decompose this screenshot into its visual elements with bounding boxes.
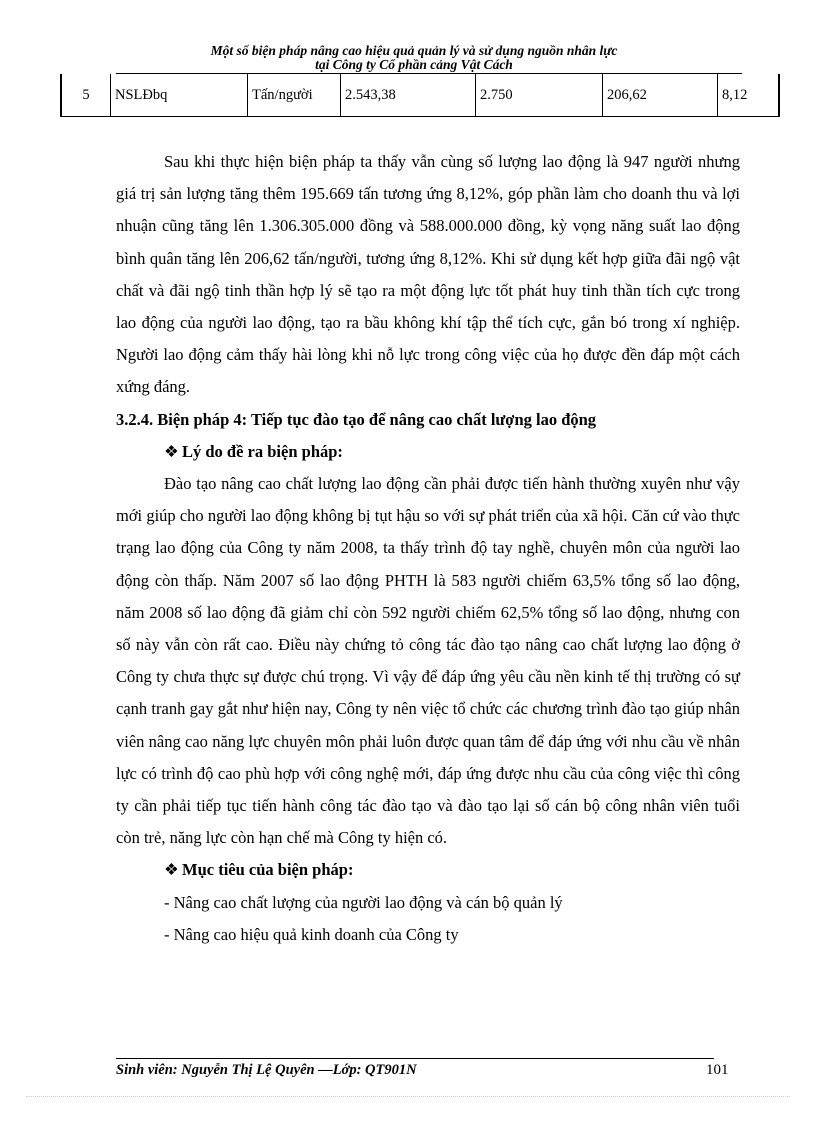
diamond-bullet-icon: ❖ <box>164 441 179 461</box>
table-cell-percent: 8,12 <box>718 74 780 117</box>
table-cell-after: 2.750 <box>476 74 603 117</box>
body-text <box>116 146 740 951</box>
subheading-reason-text: Lý do đề ra biện pháp: <box>182 441 343 461</box>
subheading-reason <box>116 436 740 468</box>
footer-student-info: Sinh viên: Nguyễn Thị Lệ Quyên —Lớp: QT901N <box>116 1062 417 1078</box>
paragraph-summary: Sau khi thực hiện biện pháp ta thấy vẫn cùng số lượng lao động là 947 người nhưng giá trị sản lượng tăng thêm 195.669 tấn tương ứng 8,12%, góp phần làm cho doanh thu và lợi nhuận cũng tăng lên 1.306.305.000 đồng và 588.000.000 đồng, kỳ vọng năng suất lao động bình quân tăng lên 206,62 tấn/người, tương ứng 8,12%. Khi sử dụng kết hợp giữa đãi ngộ vật chất và đãi ngộ tinh thần hợp lý sẽ tạo ra một động lực tốt phát huy tinh thần tích cực trong lao động của người lao động, tạo ra bầu không khí tập thể tích cực, gắn bó trong xí nghiệp. Người lao động cảm thấy hài lòng khi nỗ lực trong công việc của họ được đền đáp một cách xứng đáng. <box>116 152 740 397</box>
table-cell-unit: Tấn/người <box>248 74 341 117</box>
section-heading: 3.2.4. Biện pháp 4: Tiếp tục đào tạo để nâng cao chất lượng lao động <box>116 409 597 429</box>
footer-divider <box>116 1058 714 1059</box>
diamond-bullet-icon: ❖ <box>164 860 179 880</box>
list-item: - Nâng cao chất lượng của người lao động và cán bộ quản lý <box>164 892 563 912</box>
header-title-line2: tại Công ty Cổ phần cảng Vật Cách <box>315 57 513 72</box>
page-bottom-rule <box>26 1096 790 1097</box>
list-item: - Nâng cao hiệu quả kinh doanh của Công ty <box>164 924 459 944</box>
subheading-objective-text: Mục tiêu của biện pháp: <box>182 860 354 880</box>
data-table <box>60 74 780 117</box>
subheading-objective <box>116 854 740 886</box>
table-cell-index: 5 <box>61 74 111 117</box>
paragraph-reason: Đào tạo nâng cao chất lượng lao động cần phải được tiến hành thường xuyên như vậy mới giúp cho người lao động không bị tụt hậu so với sự phát triển của xã hội. Căn cứ vào thực trạng lao động của Công ty năm 2008, ta thấy trình độ tay nghề, chuyên môn của người lao động còn thấp. Năm 2007 số lao động PHTH là 583 người chiếm 63,5% tổng số lao động, năm 2008 số lao động đã giảm chỉ còn 592 người chiếm 62,5% tổng số lao động, nhưng con số này vẫn còn rất cao. Điều này chứng tỏ công tác đào tạo nâng cao chất lượng lao động ở Công ty chưa thực sự được chú trọng. Vì vậy để đáp ứng yêu cầu nền kinh tế thị trường có sự cạnh tranh gay gắt như hiện nay, Công ty nên việc tổ chức các chương trình đào tạo giúp nhân viên nâng cao năng lực chuyên môn phải luôn được quan tâm để đáp ứng với nhu cầu về nhân lực có trình độ cao phù hợp với công nghệ mới, đáp ứng được nhu cầu của công việc thì công ty cần phải tiếp tục tiến hành công tác đào tạo và đào tạo lại số cán bộ công nhân viên tuổi còn trẻ, năng lực còn hạn chế mà Công ty hiện có. <box>116 474 740 848</box>
table-cell-before: 2.543,38 <box>341 74 476 117</box>
table-cell-difference: 206,62 <box>603 74 718 117</box>
page-number: 101 <box>706 1062 729 1078</box>
header-title-line1: Một số biện pháp nâng cao hiệu quả quản lý và sử dụng nguồn nhân lực <box>210 43 618 58</box>
running-header <box>116 44 712 72</box>
table-row <box>61 74 779 117</box>
table-cell-indicator: NSLĐbq <box>111 74 248 117</box>
